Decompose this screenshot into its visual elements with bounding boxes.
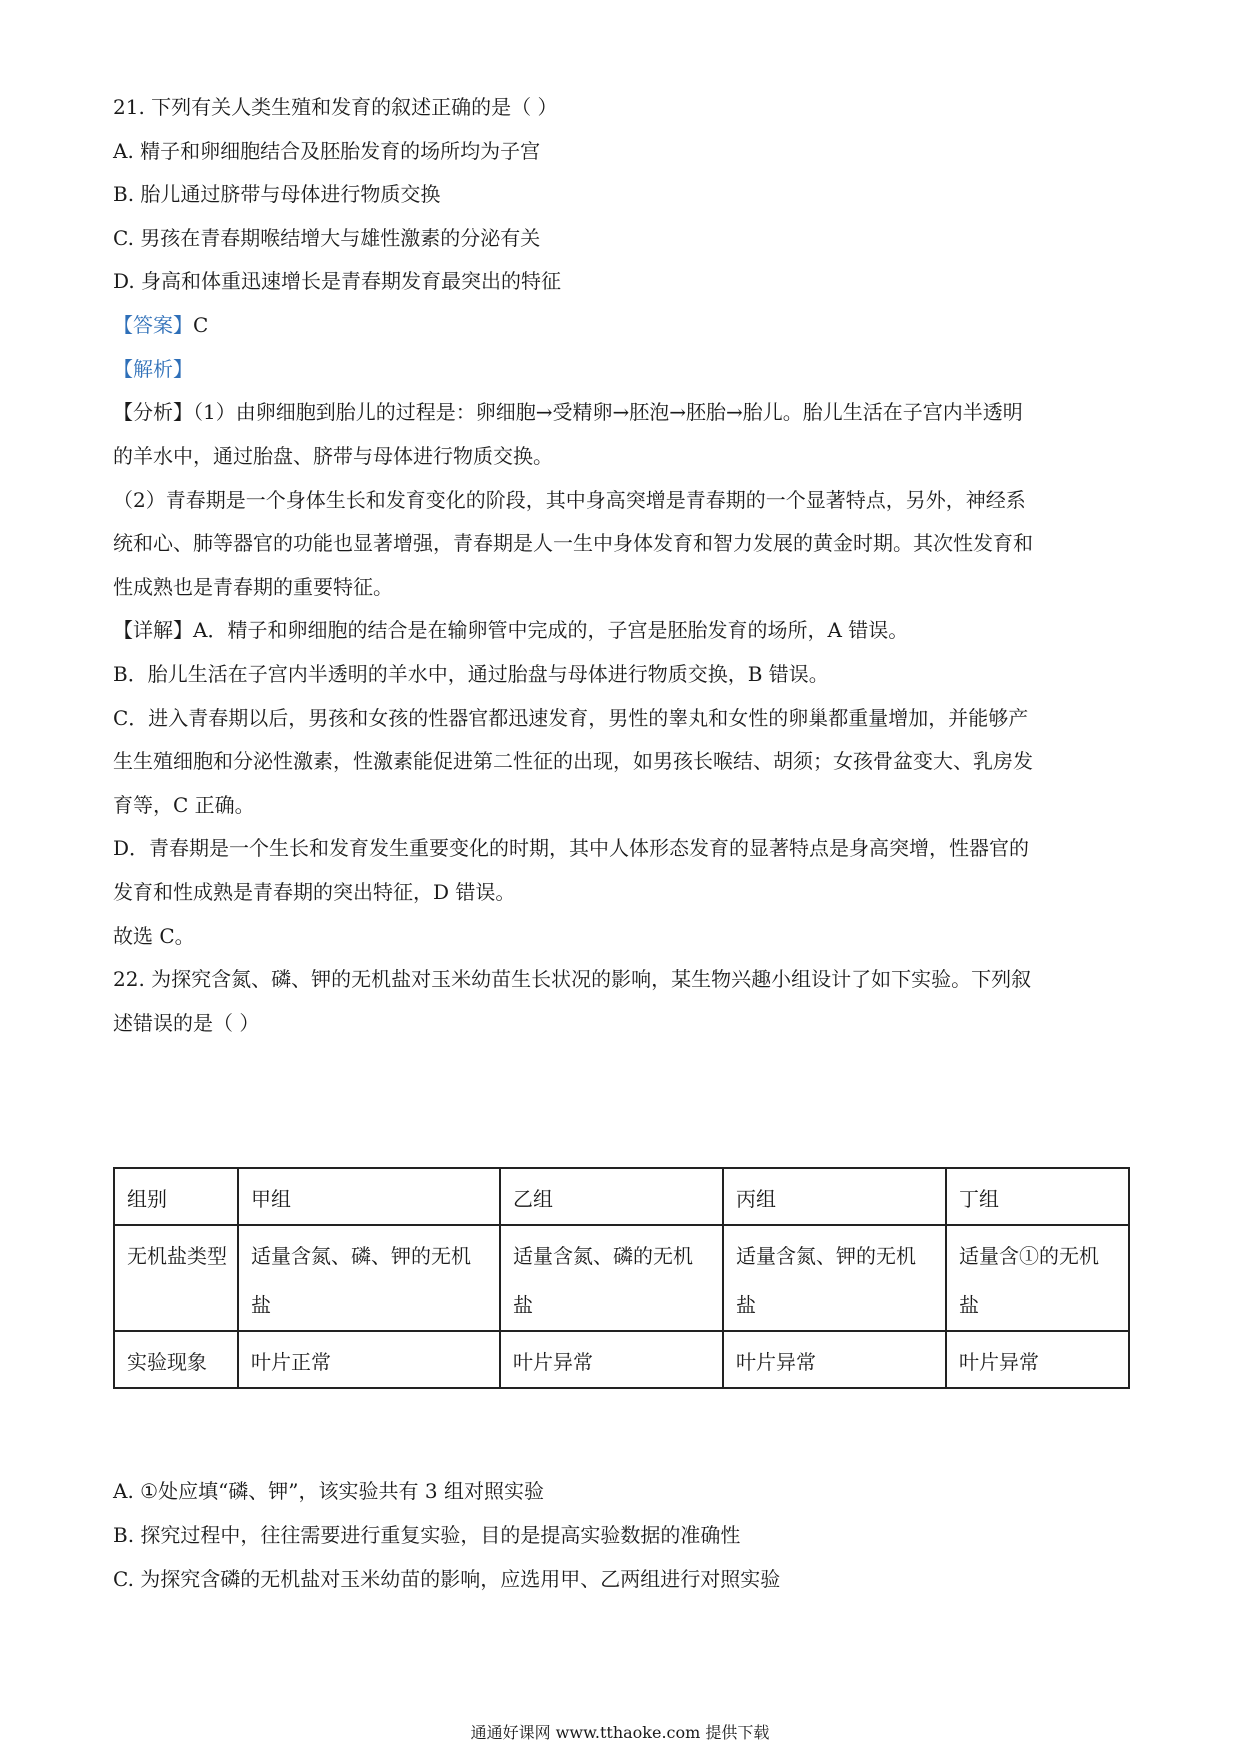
q22-option-a: A. ①处应填“磷、钾”，该实验共有 3 组对照实验 [113,1479,544,1503]
table-row-label: 无机盐类型 [114,1225,238,1331]
q21-stem: 21. 下列有关人类生殖和发育的叙述正确的是（ ） [113,95,558,119]
xiangjie-tag: 【详解】 [113,618,193,642]
table-cell: 适量含氮、磷、钾的无机盐 [238,1225,500,1331]
table-header-cell: 甲组 [238,1168,500,1225]
q21-xiangjie-line-2: B．胎儿生活在子宫内半透明的羊水中，通过胎盘与母体进行物质交换，B 错误。 [113,662,829,686]
q22-stem-line-2: 述错误的是（ ） [113,1011,260,1035]
table-cell: 适量含氮、磷的无机盐 [500,1225,723,1331]
table-row-label: 实验现象 [114,1331,238,1388]
q21-xiangjie-line-4: 生生殖细胞和分泌性激素，性激素能促进第二性征的出现，如男孩长喉结、胡须；女孩骨盆变大、乳房发 [113,749,1033,773]
experiment-table [113,1167,1130,1389]
q21-option-d: D. 身高和体重迅速增长是青春期发育最突出的特征 [113,269,562,293]
fenxi-text: （1）由卵细胞到胎儿的过程是：卵细胞→受精卵→胚泡→胚胎→胎儿。胎儿生活在子宫内半透明 [193,400,1023,424]
q21-analysis-tag [113,355,1133,383]
q21-xiangjie-line-7: 发育和性成熟是青春期的突出特征，D 错误。 [113,880,516,904]
xiangjie-text: A．精子和卵细胞的结合是在输卵管中完成的，子宫是胚胎发育的场所，A 错误。 [193,618,909,642]
fenxi-tag: 【分析】 [113,400,193,424]
q21-conclusion: 故选 C。 [113,924,195,948]
q21-xiangjie-line-3: C．进入青春期以后，男孩和女孩的性器官都迅速发育，男性的睾丸和女性的卵巢都重量增加，并能够产 [113,706,1029,730]
table-header-cell: 组别 [114,1168,238,1225]
analysis-tag: 【解析】 [113,357,193,381]
q22-option-c: C. 为探究含磷的无机盐对玉米幼苗的影响，应选用甲、乙两组进行对照实验 [113,1567,781,1591]
table-cell: 叶片正常 [238,1331,500,1388]
q21-option-b: B. 胎儿通过脐带与母体进行物质交换 [113,182,441,206]
q21-answer [113,311,1133,339]
q21-xiangjie-line-1 [113,616,1133,644]
table-cell: 适量含①的无机盐 [946,1225,1129,1331]
page-footer: 通通好课网 www.tthaoke.com 提供下载 [470,1723,770,1742]
q22-option-b: B. 探究过程中，往往需要进行重复实验，目的是提高实验数据的准确性 [113,1523,741,1547]
table-cell: 叶片异常 [723,1331,946,1388]
q21-fenxi-line-2: 的羊水中，通过胎盘、脐带与母体进行物质交换。 [113,444,553,468]
q21-xiangjie-line-6: D．青春期是一个生长和发育发生重要变化的时期，其中人体形态发育的显著特点是身高突增，性器官的 [113,836,1030,860]
q21-option-a: A. 精子和卵细胞结合及胚胎发育的场所均为子宫 [113,139,541,163]
table-row [114,1168,1129,1225]
table-row [114,1225,1129,1331]
table-row [114,1331,1129,1388]
q21-fenxi-line-1 [113,398,1133,426]
table-cell: 叶片异常 [946,1331,1129,1388]
table-header-cell: 丁组 [946,1168,1129,1225]
q21-fenxi-line-5: 性成熟也是青春期的重要特征。 [113,575,393,599]
answer-tag: 【答案】 [113,313,193,337]
table-cell: 叶片异常 [500,1331,723,1388]
q21-option-c: C. 男孩在青春期喉结增大与雄性激素的分泌有关 [113,226,541,250]
table-cell: 适量含氮、钾的无机盐 [723,1225,946,1331]
table-header-cell: 乙组 [500,1168,723,1225]
answer-value: C [193,313,209,337]
q21-xiangjie-line-5: 育等，C 正确。 [113,793,255,817]
q21-fenxi-line-4: 统和心、肺等器官的功能也显著增强，青春期是人一生中身体发育和智力发展的黄金时期。其次性发育和 [113,531,1033,555]
table-header-cell: 丙组 [723,1168,946,1225]
q22-stem-line-1: 22. 为探究含氮、磷、钾的无机盐对玉米幼苗生长状况的影响，某生物兴趣小组设计了如下实验。下列叙 [113,967,1032,991]
q21-fenxi-line-3: （2）青春期是一个身体生长和发育变化的阶段，其中身高突增是青春期的一个显著特点，另外，神经系 [113,488,1026,512]
